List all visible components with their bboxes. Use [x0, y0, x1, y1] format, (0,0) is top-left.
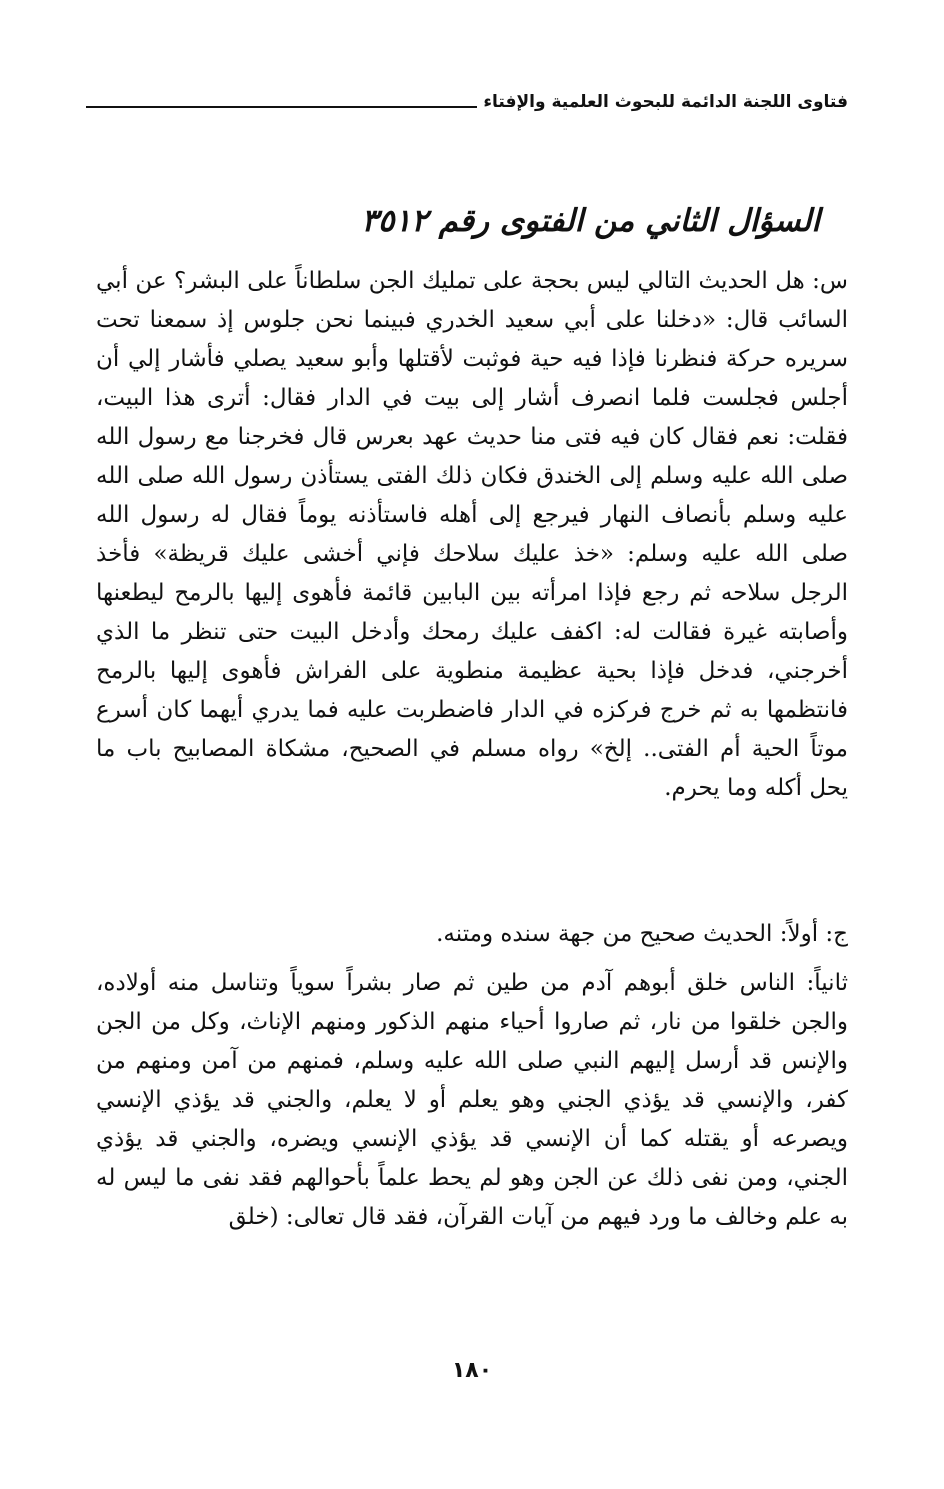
running-header	[86, 84, 848, 114]
fatwa-question-title: السؤال الثاني من الفتوى رقم ٣٥١٢	[361, 203, 820, 239]
question-paragraph: س: هل الحديث التالي ليس بحجة على تمليك الجن سلطاناً على البشر؟ عن أبي السائب قال: «دخلنا على أبي سعيد الخدري فبينما نحن جلوس إذ سمعنا تحت سريره حركة فنظرنا فإذا فيه حية فوثبت لأقتلها وأبو سعيد يصلي فأشار إلي أن أجلس فجلست فلما انصرف أشار إلى بيت في الدار فقال: أترى هذا البيت، فقلت: نعم فقال كان فيه فتى منا حديث عهد بعرس قال فخرجنا مع رسول الله صلى الله عليه وسلم إلى الخندق فكان ذلك الفتى يستأذن رسول الله صلى الله عليه وسلم بأنصاف النهار فيرجع إلى أهله فاستأذنه يوماً فقال له رسول الله صلى الله عليه وسلم: «خذ عليك سلاحك فإني أخشى عليك قريظة» فأخذ الرجل سلاحه ثم رجع فإذا امرأته بين البابين قائمة فأهوى إليها بالرمح ليطعنها وأصابته غيرة فقالت له: اكفف عليك رمحك وأدخل البيت حتى تنظر ما الذي أخرجني، فدخل فإذا بحية عظيمة منطوية على الفراش فأهوى إليها بالرمح فانتظمها به ثم خرج فركزه في الدار فاضطربت عليه فما يدري أيهما كان أسرع موتاً الحية أم الفتى.. إلخ» رواه مسلم في الصحيح، مشكاة المصابيح باب ما يحل أكله وما يحرم.	[96, 268, 848, 801]
answer-second-point: ثانياً: الناس خلق أبوهم آدم من طين ثم صار بشراً سوياً وتناسل منه أولاده، والجن خلقوا من نار، ثم صاروا أحياء منهم الذكور ومنهم الإناث، وكل من الجن والإنس قد أرسل إليهم النبي صلى الله عليه وسلم، فمنهم من آمن ومنهم من كفر، والإنسي قد يؤذي الجني وهو يعلم أو لا يعلم، والجني قد يؤذي الإنسي ويصرعه أو يقتله كما أن الإنسي قد يؤذي الإنسي ويضره، والجني قد يؤذي الجني، ومن نفى ذلك عن الجن وهو لم يحط علماً بأحوالهم فقد نفى ما ليس له به علم وخالف ما ورد فيهم من آيات القرآن، فقد قال تعالى: (خلق	[96, 970, 848, 1230]
running-header-title: فتاوى اللجنة الدائمة للبحوث العلمية والإفتاء	[483, 92, 848, 112]
answer-first-point: ج: أولاً: الحديث صحيح من جهة سنده ومتنه.	[436, 921, 848, 947]
page-number: ١٨٠	[451, 1358, 493, 1383]
header-rule	[86, 106, 477, 108]
